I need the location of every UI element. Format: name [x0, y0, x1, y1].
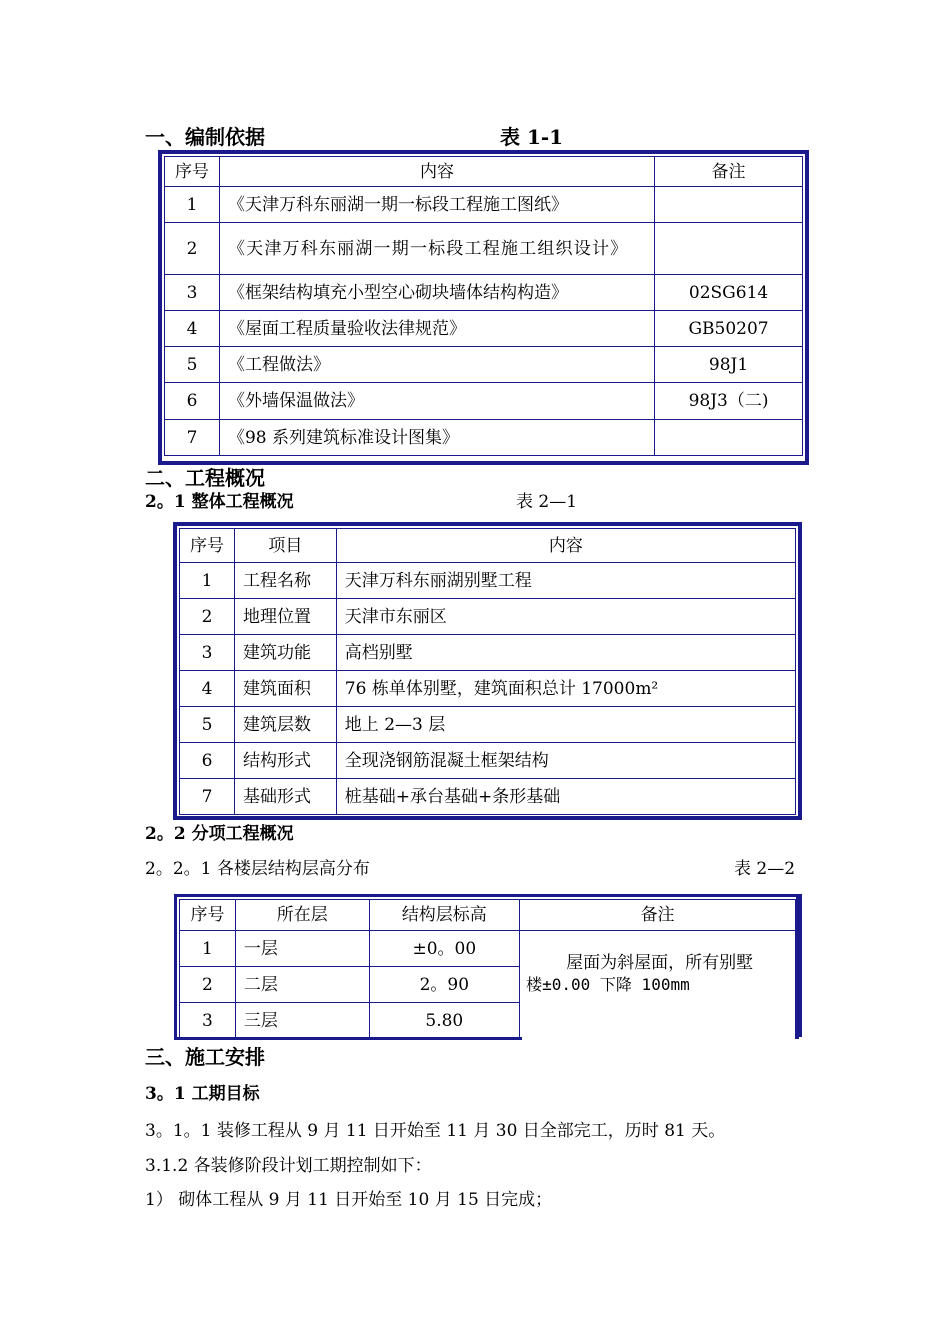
- table-2-2-header: [180, 900, 796, 931]
- row-number: 1: [165, 187, 220, 223]
- row-elevation: 5.80: [369, 1003, 520, 1039]
- row-floor: 一层: [235, 931, 369, 967]
- row-note: [655, 223, 803, 275]
- header-cell: 序号: [165, 157, 220, 187]
- row-number: 3: [165, 275, 220, 311]
- table-2-2: [179, 899, 796, 1039]
- table-1-1: [164, 156, 803, 456]
- row-content: 《外墙保温做法》: [219, 383, 654, 420]
- header-cell: 序号: [180, 529, 235, 563]
- section-3-1-heading: 3。1 工期目标: [145, 1084, 260, 1104]
- row-content: 桩基础+承台基础+条形基础: [336, 779, 795, 815]
- row-content: 《98 系列建筑标准设计图集》: [219, 420, 654, 456]
- table-row: [180, 931, 796, 967]
- row-content: 地上 2—3 层: [336, 707, 795, 743]
- section-1-heading: 一、编制依据: [145, 125, 265, 149]
- row-number: 3: [180, 1003, 236, 1039]
- row-elevation: 2。90: [369, 967, 520, 1003]
- note-line-2: 楼±0.00 下降 100mm: [526, 974, 690, 994]
- table-2-2-right-edge: [796, 897, 799, 1039]
- paragraph-3-1-1: 3。1。1 装修工程从 9 月 11 日开始至 11 月 30 日全部完工，历时 81 天。: [145, 1121, 726, 1141]
- row-note: 98J1: [655, 347, 803, 383]
- table-row: [165, 420, 803, 456]
- table-row: [165, 347, 803, 383]
- row-elevation: ±0。00: [369, 931, 520, 967]
- row-number: 4: [180, 671, 235, 707]
- table-row: [180, 635, 796, 671]
- table-2-1-label: 表 2—1: [516, 492, 578, 512]
- row-number: 5: [165, 347, 220, 383]
- section-2-heading: 二、工程概况: [145, 466, 265, 490]
- header-cell: 序号: [180, 900, 236, 931]
- table-row: [180, 671, 796, 707]
- row-number: 6: [165, 383, 220, 420]
- row-number: 2: [180, 967, 236, 1003]
- section-2-1-heading: 2。1 整体工程概况: [145, 492, 294, 512]
- row-content: 高档别墅: [336, 635, 795, 671]
- header-cell: 所在层: [235, 900, 369, 931]
- row-note: [655, 420, 803, 456]
- row-note: [655, 187, 803, 223]
- row-content: 《工程做法》: [219, 347, 654, 383]
- row-number: 5: [180, 707, 235, 743]
- section-2-2-heading: 2。2 分项工程概况: [145, 824, 294, 844]
- row-note: GB50207: [655, 311, 803, 347]
- row-item: 基础形式: [234, 779, 336, 815]
- row-content: 《框架结构填充小型空心砌块墙体结构构造》: [219, 275, 654, 311]
- section-2-2-1-heading: 2。2。1 各楼层结构层高分布: [145, 859, 370, 879]
- row-floor: 二层: [235, 967, 369, 1003]
- table-row: [165, 383, 803, 420]
- row-content: 天津市东丽区: [336, 599, 795, 635]
- row-content: 《天津万科东丽湖一期一标段工程施工组织设计》: [219, 223, 654, 275]
- row-number: 2: [180, 599, 235, 635]
- table-row: [180, 779, 796, 815]
- table-1-1-header: [165, 157, 803, 187]
- table-row: [180, 599, 796, 635]
- table-row: [165, 275, 803, 311]
- row-number: 1: [180, 931, 236, 967]
- row-item: 地理位置: [234, 599, 336, 635]
- header-cell: 备注: [520, 900, 796, 931]
- header-cell: 内容: [336, 529, 795, 563]
- row-content: 天津万科东丽湖别墅工程: [336, 563, 795, 599]
- row-note: 98J3（二): [655, 383, 803, 420]
- header-cell: 备注: [655, 157, 803, 187]
- row-content: 全现浇钢筋混凝土框架结构: [336, 743, 795, 779]
- header-cell: 结构层标高: [369, 900, 520, 931]
- row-number: 7: [165, 420, 220, 456]
- table-2-1: [179, 528, 796, 815]
- row-number: 3: [180, 635, 235, 671]
- row-content: 76 栋单体别墅，建筑面积总计 17000m²: [336, 671, 795, 707]
- row-number: 4: [165, 311, 220, 347]
- row-number: 6: [180, 743, 235, 779]
- table-2-2-note-cell: [520, 931, 796, 1039]
- table-2-2-label: 表 2—2: [734, 859, 796, 879]
- table-row: [180, 743, 796, 779]
- header-cell: 内容: [219, 157, 654, 187]
- header-cell: 项目: [234, 529, 336, 563]
- table-row: [165, 223, 803, 275]
- row-note: 02SG614: [655, 275, 803, 311]
- row-item: 建筑层数: [234, 707, 336, 743]
- row-floor: 三层: [235, 1003, 369, 1039]
- row-number: 2: [165, 223, 220, 275]
- table-row: [180, 563, 796, 599]
- row-item: 工程名称: [234, 563, 336, 599]
- row-number: 1: [180, 563, 235, 599]
- row-content: 《屋面工程质量验收法律规范》: [219, 311, 654, 347]
- row-item: 建筑面积: [234, 671, 336, 707]
- paragraph-3-1-2: 3.1.2 各装修阶段计划工期控制如下：: [145, 1156, 432, 1176]
- paragraph-list-1: 1） 砌体工程从 9 月 11 日开始至 10 月 15 日完成；: [145, 1190, 553, 1210]
- table-row: [165, 187, 803, 223]
- table-row: [165, 311, 803, 347]
- row-content: 《天津万科东丽湖一期一标段工程施工图纸》: [219, 187, 654, 223]
- note-line-1: 屋面为斜屋面，所有别墅: [566, 952, 754, 973]
- table-1-1-label: 表 1-1: [500, 125, 564, 149]
- row-item: 建筑功能: [234, 635, 336, 671]
- table-2-1-header: [180, 529, 796, 563]
- row-number: 7: [180, 779, 235, 815]
- row-item: 结构形式: [234, 743, 336, 779]
- table-row: [180, 707, 796, 743]
- section-3-heading: 三、施工安排: [145, 1045, 265, 1069]
